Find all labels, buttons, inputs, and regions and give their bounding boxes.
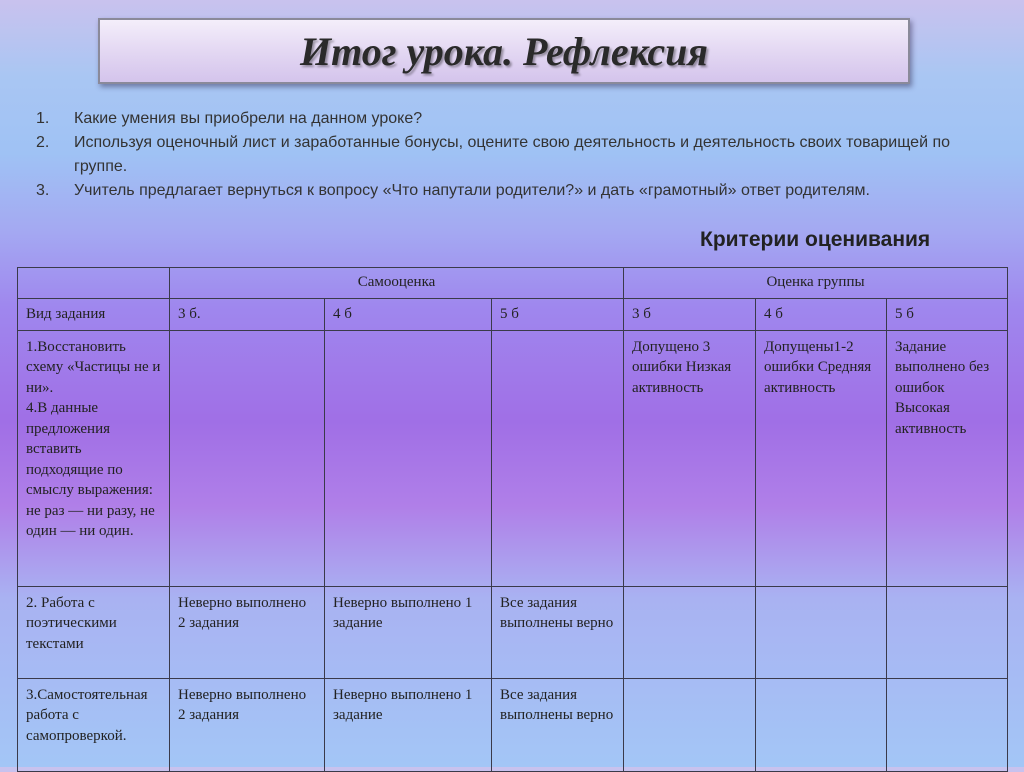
peer-3-cell (624, 586, 756, 678)
peer-3-cell: Допущено 3 ошибки Низкая активность (624, 330, 756, 586)
criteria-table (17, 267, 1008, 772)
group-assessment-header: Оценка группы (624, 268, 1008, 299)
task-cell: 3.Самостоятельная работа с самопроверкой. (18, 678, 170, 771)
question-number: 3. (36, 182, 50, 199)
question-item (36, 131, 996, 179)
column-header-self-5: 5 б (492, 299, 624, 331)
column-header-peer-5: 5 б (887, 299, 1008, 331)
column-header-peer-4: 4 б (756, 299, 887, 331)
question-text: Какие умения вы приобрели на данном уроке? (74, 110, 423, 127)
peer-4-cell: Допущены1-2 ошибки Средняя активность (756, 330, 887, 586)
page-title: Итог урока. Рефлексия (300, 28, 708, 74)
self-4-cell (325, 330, 492, 586)
column-header-self-3: 3 б. (170, 299, 325, 331)
task-cell: 1.Восстановить схему «Частицы не и ни». 4.В данные предложения вставить подходящие по смыслу выражения: не раз — ни разу, не один — ни один. (18, 330, 170, 586)
self-4-cell: Неверно выполнено 1 задание (325, 678, 492, 771)
peer-5-cell: Задание выполнено без ошибок Высокая активность (887, 330, 1008, 586)
question-item (36, 107, 996, 131)
peer-5-cell (887, 678, 1008, 771)
peer-4-cell (756, 678, 887, 771)
table-row (18, 678, 1008, 771)
peer-5-cell (887, 586, 1008, 678)
self-5-cell: Все задания выполнены верно (492, 586, 624, 678)
self-assessment-header: Самооценка (170, 268, 624, 299)
column-header-peer-3: 3 б (624, 299, 756, 331)
peer-3-cell (624, 678, 756, 771)
title-banner (98, 18, 910, 84)
column-header-self-4: 4 б (325, 299, 492, 331)
self-4-cell: Неверно выполнено 1 задание (325, 586, 492, 678)
table-row (18, 330, 1008, 586)
question-item (36, 179, 996, 203)
table-column-header (18, 299, 1008, 331)
self-5-cell: Все задания выполнены верно (492, 678, 624, 771)
table-header-cell (18, 268, 170, 299)
question-list (36, 107, 996, 203)
criteria-heading: Критерии оценивания (700, 228, 931, 251)
column-header-task-type: Вид задания (18, 299, 170, 331)
question-text: Используя оценочный лист и заработанные бонусы, оцените свою деятельность и деятельность своих товарищей по группе. (74, 134, 951, 175)
self-5-cell (492, 330, 624, 586)
question-text: Учитель предлагает вернуться к вопросу «Что напутали родители?» и дать «грамотный» ответ родителям. (74, 182, 870, 199)
question-number: 1. (36, 110, 50, 127)
task-cell: 2. Работа с поэтическими текстами (18, 586, 170, 678)
table-group-header (18, 268, 1008, 299)
self-3-cell (170, 330, 325, 586)
self-3-cell: Неверно выполнено 2 задания (170, 586, 325, 678)
question-number: 2. (36, 134, 50, 151)
peer-4-cell (756, 586, 887, 678)
self-3-cell: Неверно выполнено 2 задания (170, 678, 325, 771)
table-row (18, 586, 1008, 678)
